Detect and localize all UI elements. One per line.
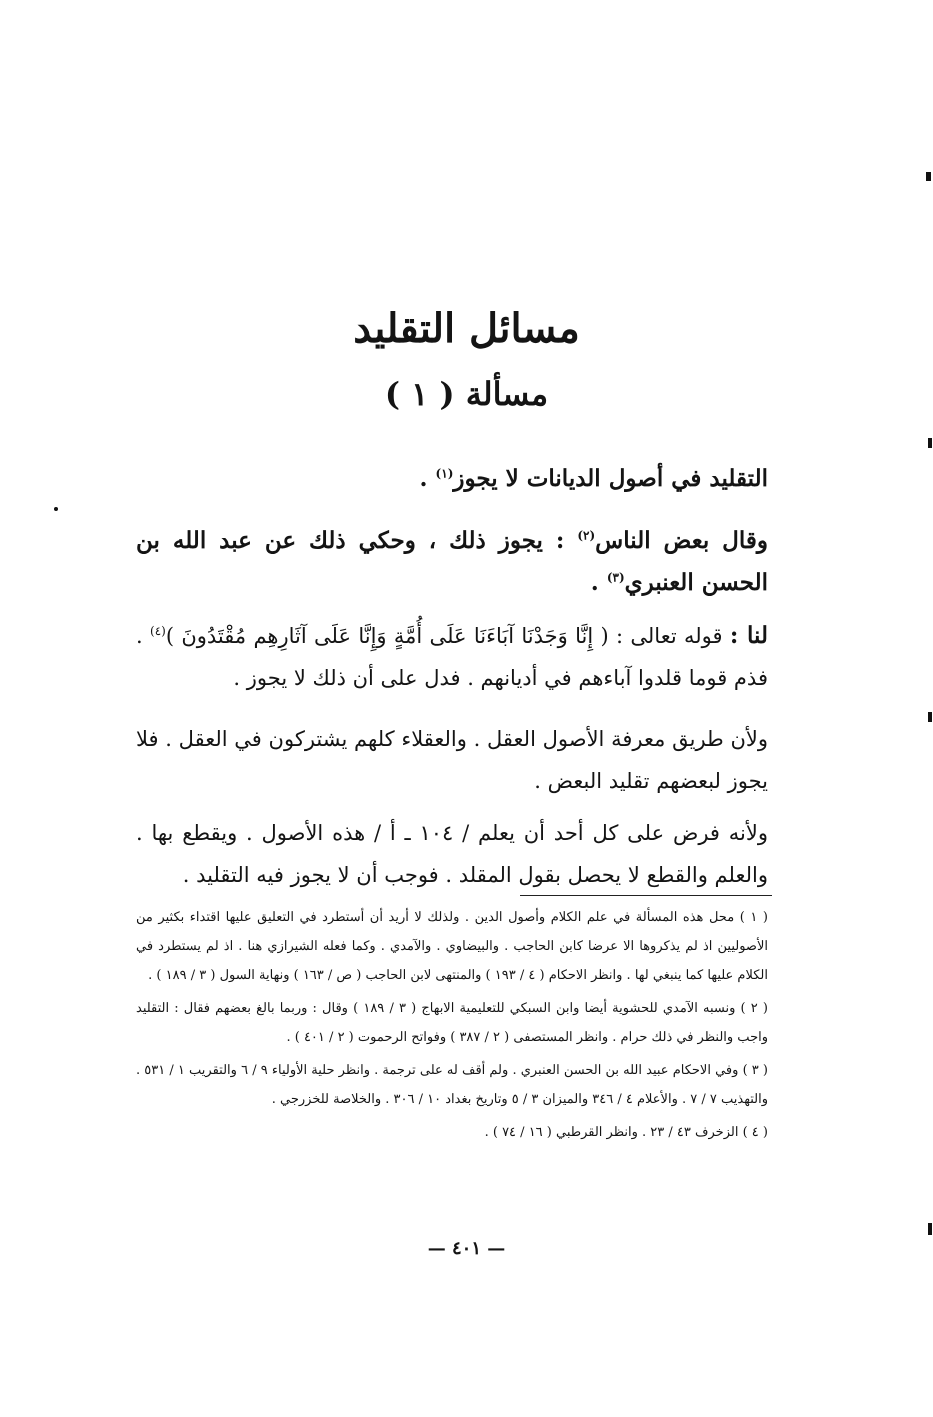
- scan-mark: [928, 712, 932, 722]
- paragraph-end: . فذم قوما قلدوا آباءهم في أديانهم . فدل على أن ذلك لا يجوز .: [136, 624, 768, 690]
- page-number: — ٤٠١ —: [427, 1238, 506, 1259]
- section-title: مسائل التقليد: [353, 305, 580, 352]
- paragraph-evidence-reason: ولأن طريق معرفة الأصول العقل . والعقلاء كلهم يشتركون في العقل . فلا يجوز لبعضهم تقليد البعض .: [136, 727, 768, 793]
- paragraph-lead: لنا :: [729, 622, 768, 649]
- paragraph-evidence-duty: ولأنه فرض على كل أحد أن يعلم / ١٠٤ ـ أ / هذه الأصول . ويقطع بها . والعلم والقطع لا يحصل بقول المقلد . فوجب أن لا يجوز فيه التقليد .: [136, 821, 768, 887]
- scan-mark: [54, 507, 58, 511]
- paragraph-opposing-view: [136, 520, 768, 604]
- issue-title: مسألة ( ١ ): [384, 375, 549, 413]
- paragraph-text: قوله تعالى : ( إِنَّا وَجَدْنَا آبَاءَنَا عَلَى أُمَّةٍ وَإِنَّا عَلَى آثَارِهِم مُقْتَدُونَ ): [165, 624, 730, 648]
- footnote-item: ( ٤ ) الزخرف ٤٣ / ٢٣ . وانظر القرطبي ( ١٦ / ٧٤ ) .: [484, 1125, 768, 1140]
- footnotes: [136, 903, 768, 1151]
- footnote-ref: (٢): [577, 528, 596, 543]
- footnote-item: ( ٣ ) وفي الاحكام عبيد الله بن الحسن العنبري . ولم أقف له على ترجمة . وانظر حلية الأولياء ٩ / ٦ والتقريب ١ / ٥٣١ . والتهذيب ٧ / ٧ . والأعلام ٤ / ٣٤٦ والميزان ٣ / ٥ وتاريخ بغداد ١٠ / ٣٠٦ . والخلاصة للخزرجي .: [136, 1063, 768, 1107]
- paragraph-text: التقليد في أصول الديانات لا يجوز: [453, 465, 768, 492]
- footnote-ref: (١): [435, 466, 454, 481]
- paragraph-end: .: [419, 465, 436, 492]
- footnote-ref: (٤): [150, 624, 166, 638]
- scan-mark: [928, 1223, 932, 1235]
- footnote-item: ( ٢ ) ونسبه الآمدي للحشوية أيضا وابن السبكي للتعليمية الابهاج ( ٣ / ١٨٩ ) وقال : وربما بالغ بعضهم فقال : التقليد واجب والنظر في ذلك حرام . وانظر المستصفى ( ٢ / ٣٨٧ ) وفواتح الرحموت ( ٢ / ٤٠١ ) .: [136, 1001, 768, 1045]
- scan-mark: [928, 438, 932, 448]
- footnote-item: ( ١ ) محل هذه المسألة في علم الكلام وأصول الدين . ولذلك لا أريد أن أستطرد في التعليق عليها اقتداء بكثير من الأصوليين اذ لم يذكروها الا عرضا كابن الحاجب . والبيضاوي . والآمدي . وكما فعله الشيرازي هنا . اذ لم يستطرد في الكلام عليها كما ينبغي لها . وانظر الاحكام ( ٤ / ١٩٣ ) والمنتهى لابن الحاجب ( ص / ١٦٣ ) ونهاية السول ( ٣ / ١٨٩ ) .: [136, 910, 768, 983]
- footnote-divider: [520, 895, 772, 896]
- footnote-ref: (٣): [606, 570, 625, 585]
- paragraph-middle: : يجوز ذلك ، وحكي ذلك عن عبد الله بن الحسن العنبري: [136, 527, 768, 596]
- scan-mark: [926, 172, 931, 181]
- paragraph-text: وقال بعض الناس: [595, 527, 768, 554]
- paragraph-evidence-quran: [136, 615, 768, 699]
- paragraph-end: .: [590, 569, 607, 596]
- paragraph-thesis: [136, 458, 768, 500]
